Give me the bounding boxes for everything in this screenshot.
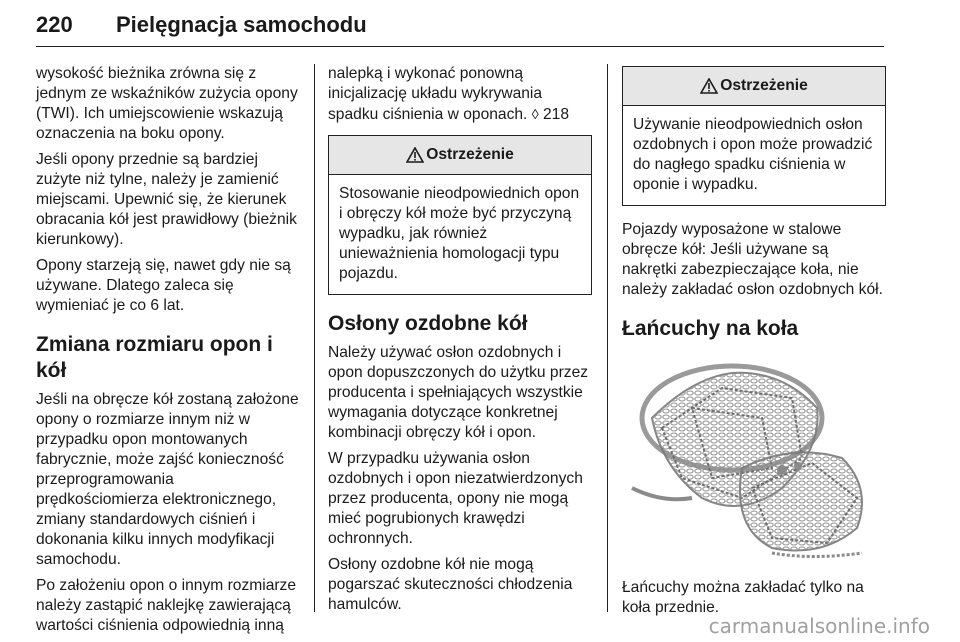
watermark: carmanualsonline.info bbox=[708, 614, 930, 638]
paragraph: Jeśli na obręcze kół zostaną założone opony o rozmiarze innym niż w przypadku opon montowanych fabrycznie, może zajść konieczność przeprogramowania prędkościomierza elektronicznego, zmiany standardowych ciśnień i dokonania kilku innych modyfikacji samochodu. bbox=[36, 391, 299, 568]
warning-title: Ostrzeżenie bbox=[720, 77, 808, 94]
warning-triangle-icon bbox=[406, 147, 424, 163]
paragraph: Opony starzeją się, nawet gdy nie są używane. Dlatego zaleca się wymieniać je co 6 lat. bbox=[36, 257, 291, 314]
page-reference-arrow-icon: ◊ bbox=[531, 106, 539, 122]
paragraph: Po założeniu opon o innym rozmiarze należy zastąpić naklejkę zawierającą wartości ciśnienia odpowiednią inną bbox=[36, 577, 297, 634]
paragraph-text: nalepką i wykonać ponowną inicjalizację układu wykrywania spadku ciśnienia w oponach. bbox=[328, 65, 543, 123]
column-divider bbox=[314, 64, 315, 612]
column-2 bbox=[328, 64, 592, 621]
paragraph: Należy używać osłon ozdobnych i opon dopuszczonych do użytku przez producenta i spełniających wszystkie wymagania dotyczące konkretnej kombinacji obręczy kół i opon. bbox=[328, 344, 589, 441]
warning-text: Stosowanie nieodpowiednich opon i obręczy kół może być przyczyną wypadku, jak również unieważnienia homologacji typu pojazdu. bbox=[339, 185, 580, 282]
section-heading: Zmiana rozmiaru opon i kół bbox=[36, 333, 273, 382]
page-number: 220 bbox=[36, 12, 73, 37]
warning-title: Ostrzeżenie bbox=[426, 146, 514, 163]
paragraph bbox=[328, 64, 592, 125]
warning-header bbox=[329, 136, 591, 175]
column-1 bbox=[36, 64, 300, 642]
warning-triangle-icon bbox=[700, 78, 718, 94]
paragraph: Łańcuchy można zakładać tylko na koła przednie. bbox=[622, 579, 864, 616]
column-divider bbox=[607, 64, 608, 612]
page-title: Pielęgnacja samochodu bbox=[116, 12, 367, 37]
section-heading: Osłony ozdobne kół bbox=[328, 312, 528, 335]
snow-chain-illustration bbox=[622, 348, 886, 568]
warning-box bbox=[622, 66, 886, 206]
paragraph: Osłony ozdobne kół nie mogą pogarszać skuteczności chłodzenia hamulców. bbox=[328, 556, 573, 613]
paragraph: Jeśli opony przednie są bardziej zużyte niż tylne, należy je zamienić miejscami. Upewnić się, że kierunek obracania kół jest prawidłowy (bieżnik kierunkowy). bbox=[36, 151, 297, 248]
page-header bbox=[36, 6, 884, 47]
paragraph: wysokość bieżnika zrówna się z jednym ze wskaźników zużycia opony (TWI). Ich umiejscowienie wskazują oznaczenia na boku opony. bbox=[36, 65, 298, 142]
warning-text: Używanie nieodpowiednich osłon ozdobnych i opon może prowadzić do nagłego spadku ciśnienia w oponie i wypadku. bbox=[633, 116, 873, 193]
paragraph: Pojazdy wyposażone w stalowe obręcze kół: Jeśli używane są nakrętki zabezpieczające koła, nie należy zakładać osłon ozdobnych kół. bbox=[622, 221, 883, 298]
warning-box bbox=[328, 135, 592, 295]
warning-header bbox=[623, 67, 885, 106]
section-heading: Łańcuchy na koła bbox=[622, 317, 799, 340]
column-3 bbox=[622, 64, 886, 624]
paragraph: W przypadku używania osłon ozdobnych i opon niezatwierdzonych przez producenta, opony nie mogą mieć pogrubionych krawędzi ochronnych. bbox=[328, 450, 583, 547]
page-reference[interactable]: 218 bbox=[543, 106, 570, 123]
